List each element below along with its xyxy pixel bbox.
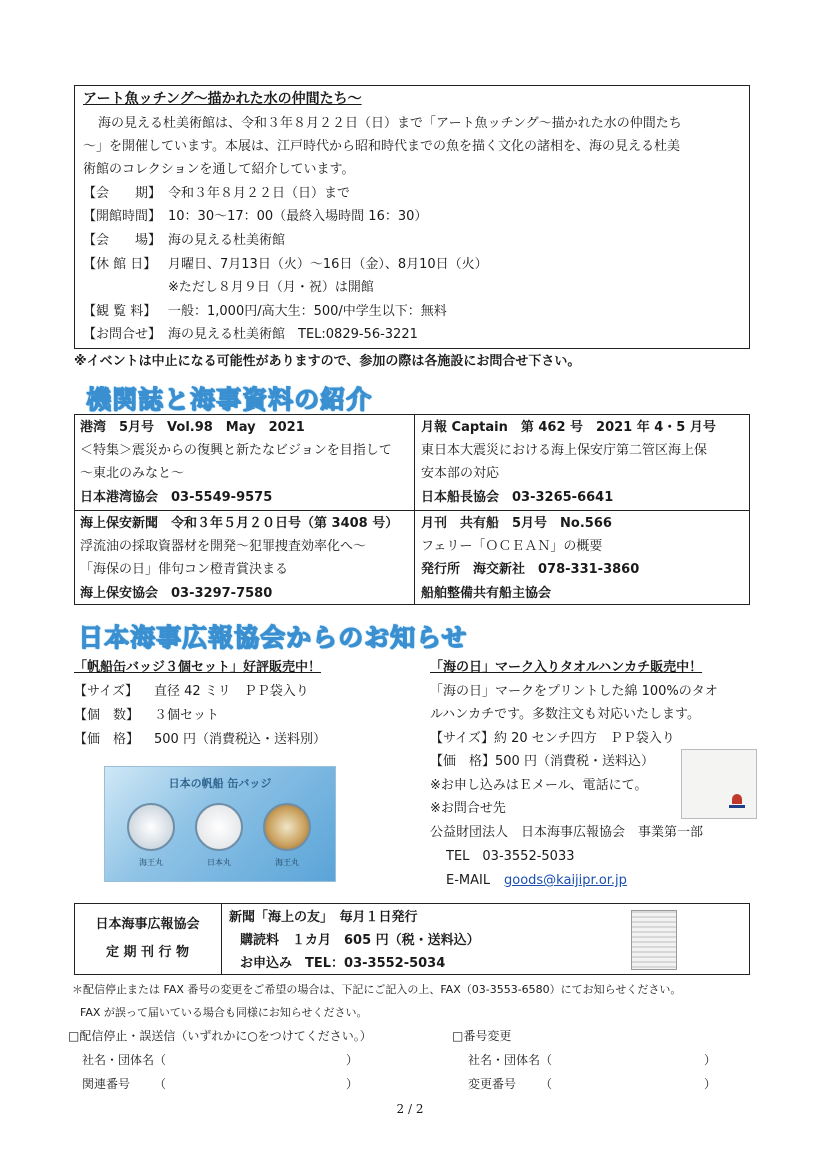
form-field-label: 変更番号: [468, 1077, 517, 1091]
form-field-open: （: [540, 1053, 553, 1067]
towel-line: 【価 格】500 円（消費税・送料込）: [430, 754, 654, 769]
exhibition-title: アート魚ッチング～描かれた水の仲間たち～: [83, 91, 362, 107]
towel-line: 「海の日」マークをプリントした綿 100%のタオ: [430, 684, 718, 699]
form-field-label: 社名・団体名: [468, 1053, 541, 1067]
exhibition-body-line-3: 術館のコレクションを通して紹介しています。: [83, 162, 355, 177]
badge-coin-label: 海王丸: [139, 858, 163, 867]
towel-line: 【サイズ】約 20 センチ四方 ＰＰ袋入り: [430, 731, 675, 746]
footer-left-heading: □配信停止・誤送信（いずれかに○をつけてください。）: [68, 1029, 372, 1043]
periodical-box-fee: 購読料 １カ月 605 円（税・送料込）: [240, 933, 480, 948]
umi-no-hi-mark-icon: [732, 794, 742, 804]
exhibition-row-value: 令和３年８月２２日（日）まで: [168, 186, 351, 201]
exhibition-row-value: 10：30～17：00（最終入場時間 16：30）: [168, 209, 428, 224]
periodical-line: 発行所 海交新社 078-331-3860: [421, 562, 640, 577]
towel-email-label: E-MAIL: [446, 873, 491, 888]
towel-email-link[interactable]: goods@kaijipr.or.jp: [504, 873, 627, 888]
periodical-contact: 海上保安協会 03-3297-7580: [80, 586, 273, 601]
periodical-line: 東日本大震災における海上保安庁第二管区海上保: [421, 443, 708, 458]
form-field-open: （: [154, 1077, 167, 1091]
periodical-line: 安本部の対応: [421, 466, 500, 481]
badge-row-value: 直径 42 ミリ ＰＰ袋入り: [154, 684, 309, 699]
badge-coin-label: 海王丸: [275, 858, 299, 867]
exhibition-body-line-1: 海の見える杜美術館は、令和３年８月２２日（日）まで「アート魚ッチング～描かれた水の仲間たち: [98, 116, 682, 131]
exhibition-row-value: 海の見える杜美術館: [168, 233, 286, 248]
exhibition-row-label: 【観 覧 料】: [83, 304, 157, 319]
footer-notice: ＊配信停止または FAX 番号の変更をご希望の場合は、下記にご記入の上、FAX（03-3553-6580）にてお知らせください。: [72, 983, 682, 996]
ship-badge-icon: [127, 803, 175, 851]
ship-badge-icon: [195, 803, 243, 851]
periodical-title: 月報 Captain 第 462 号 2021 年 4・5 月号: [421, 420, 716, 435]
periodical-contact: 日本港湾協会 03-5549-9575: [80, 490, 273, 505]
new-company-name-input[interactable]: [558, 1050, 702, 1070]
periodical-box-divider: [221, 903, 222, 975]
exhibition-row-label: 【会 期】: [83, 186, 162, 201]
badge-row-value: ３個セット: [154, 708, 220, 723]
badge-row-label: 【サイズ】: [74, 684, 138, 699]
exhibition-row-value: 月曜日、7月13日（火）～16日（金）、8月10日（火）: [168, 257, 488, 272]
newspaper-image: [631, 910, 677, 970]
ship-badge-icon: [263, 803, 311, 851]
form-field-open: （: [154, 1053, 167, 1067]
exhibition-row-label: 【お問合せ】: [83, 327, 162, 342]
company-name-input[interactable]: [172, 1050, 344, 1070]
section-heading-announcements: 日本海事広報協会からのお知らせ: [78, 623, 468, 652]
periodical-contact: 船舶整備共有船主協会: [421, 586, 552, 601]
towel-title: 「海の日」マーク入りタオルハンカチ販売中！: [430, 660, 703, 675]
periodical-line: 「海保の日」俳句コン橙青賞決まる: [80, 562, 289, 577]
towel-line: TEL 03-3552-5033: [446, 849, 575, 864]
form-field-close: ）: [346, 1053, 359, 1067]
towel-line: 公益財団法人 日本海事広報協会 事業第一部: [430, 825, 704, 840]
form-field-label: 社名・団体名: [82, 1053, 155, 1067]
form-field-close: ）: [704, 1077, 717, 1091]
periodical-title: 港湾 5月号 Vol.98 May 2021: [80, 420, 305, 435]
changed-number-input[interactable]: [558, 1074, 702, 1094]
exhibition-row-label: 【開館時間】: [83, 209, 162, 224]
exhibition-body-line-2: ～」を開催しています。本展は、江戸時代から昭和時代までの魚を描く文化の諸相を、海の見える杜美: [83, 139, 680, 154]
badge-row-value: 500 円（消費税込・送料別）: [154, 732, 326, 747]
related-number-input[interactable]: [172, 1074, 344, 1094]
periodical-box-org: 日本海事広報協会: [95, 917, 200, 932]
form-field-label: 関連番号: [82, 1077, 131, 1091]
periodical-title: 海上保安新聞 令和３年５月２０日号（第 3408 号）: [80, 516, 399, 531]
umi-no-hi-mark-base: [729, 805, 745, 808]
exhibition-row-value: ※ただし８月９日（月・祝）は開館: [168, 280, 374, 295]
exhibition-row-value: 海の見える杜美術館 TEL:0829-56-3221: [168, 327, 418, 342]
towel-line: ※お問合せ先: [430, 801, 506, 816]
periodical-title: 月刊 共有船 5月号 No.566: [421, 516, 612, 531]
footer-right-heading: □番号変更: [452, 1029, 512, 1043]
periodical-box-apply: お申込み TEL：03-3552-5034: [240, 956, 446, 971]
towel-image: [681, 749, 757, 819]
periodical-line: ～東北のみなと～: [80, 466, 185, 481]
towel-line: ルハンカチです。多数注文も対応いたします。: [430, 707, 701, 722]
badge-row-label: 【価 格】: [74, 732, 140, 747]
periodical-box-kind: 定 期 刊 行 物: [105, 945, 190, 960]
exhibition-note: ※イベントは中止になる可能性がありますので、参加の際は各施設にお問合せ下さい。: [74, 354, 581, 369]
periodical-line: フェリー「ＯＣＥＡＮ」の概要: [421, 539, 603, 554]
section-heading-periodicals: 機関誌と海事資料の紹介: [86, 385, 373, 414]
badge-image-caption: 日本の帆船 缶バッジ: [168, 777, 272, 790]
periodical-box-title: 新聞「海上の友」 毎月１日発行: [229, 910, 418, 925]
form-field-open: （: [540, 1077, 553, 1091]
exhibition-row-value: 一般：1,000円/高大生：500/中学生以下：無料: [168, 304, 447, 319]
periodical-line: ＜特集＞震災からの復興と新たなビジョンを目指して: [80, 443, 392, 458]
badge-title: 「帆船缶バッジ３個セット」好評販売中！: [74, 660, 322, 675]
form-field-close: ）: [346, 1077, 359, 1091]
footer-notice: FAX が誤って届いている場合も同様にお知らせください。: [80, 1006, 368, 1019]
badge-set-image: [104, 766, 336, 882]
towel-line: ※お申し込みはＥメール、電話にて。: [430, 778, 648, 793]
badge-row-label: 【個 数】: [74, 708, 140, 723]
periodical-contact: 日本船長協会 03-3265-6641: [421, 490, 614, 505]
periodicals-divider-horizontal: [74, 510, 750, 511]
form-field-close: ）: [704, 1053, 717, 1067]
badge-coin-label: 日本丸: [207, 858, 231, 867]
periodical-line: 浮流油の採取資器材を開発～犯罪捜査効率化へ～: [80, 539, 367, 554]
exhibition-row-label: 【会 場】: [83, 233, 162, 248]
exhibition-row-label: 【休 館 日】: [83, 257, 157, 272]
page-number: 2 / 2: [396, 1102, 424, 1116]
